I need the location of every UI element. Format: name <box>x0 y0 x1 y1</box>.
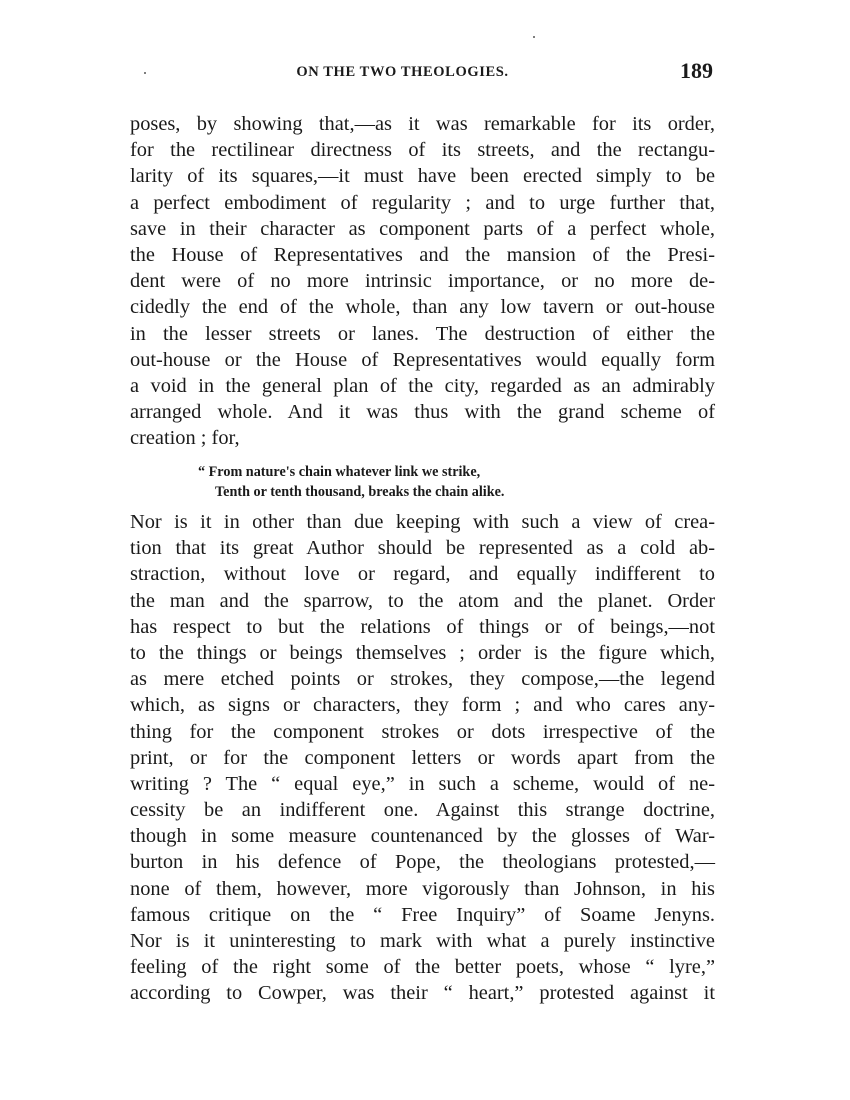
text-line: thing for the component strokes or dots irrespective of the <box>130 720 715 743</box>
text-line: in the lesser streets or lanes. The destruction of either the <box>130 322 715 345</box>
paragraph-continued <box>130 111 715 451</box>
text-line: a perfect embodiment of regularity ; and to urge further that, <box>130 191 715 214</box>
text-line: save in their character as component parts of a perfect whole, <box>130 217 715 240</box>
text-line: according to Cowper, was their “ heart,” protested against it <box>130 982 715 1005</box>
text-line: poses, by showing that,—as it was remarkable for its order, <box>130 113 715 135</box>
verse-quotation <box>198 462 678 502</box>
text-line: famous critique on the “ Free Inquiry” of Soame Jenyns. <box>130 903 715 926</box>
text-line: burton in his defence of Pope, the theologians protested,— <box>130 851 715 874</box>
text-line: creation ; for, <box>130 427 240 450</box>
text-line: has respect to but the relations of things or of beings,—not <box>130 615 715 638</box>
text-line: which, as signs or characters, they form ; and who cares any- <box>130 694 715 717</box>
text-line: writing ? The “ equal eye,” in such a scheme, would of ne- <box>130 772 715 795</box>
running-title: ON THE TWO THEOLOGIES. <box>296 64 509 80</box>
text-line: Nor is it in other than due keeping with such a view of crea- <box>130 511 715 533</box>
text-line: cidedly the end of the whole, than any low tavern or out-house <box>130 296 715 319</box>
text-line: straction, without love or regard, and equally indifferent to <box>130 563 715 586</box>
running-head <box>130 58 715 88</box>
text-line: as mere etched points or strokes, they compose,—the legend <box>130 668 715 691</box>
text-line: larity of its squares,—it must have been erected simply to be <box>130 165 715 188</box>
text-line: the House of Representatives and the mansion of the Presi- <box>130 243 715 266</box>
text-line: to the things or beings themselves ; order is the figure which, <box>130 641 715 664</box>
verse-line: Tenth or tenth thousand, breaks the chain alike. <box>215 484 505 500</box>
text-line: tion that its great Author should be represented as a cold ab- <box>130 537 715 560</box>
verse-line: “ From nature's chain whatever link we strike, <box>198 464 481 480</box>
text-line: print, or for the component letters or words apart from the <box>130 746 715 769</box>
text-line: for the rectilinear directness of its streets, and the rectangu- <box>130 139 715 162</box>
text-line: out-house or the House of Representatives would equally form <box>130 348 715 371</box>
page-number: 189 <box>680 58 713 83</box>
text-line: dent were of no more intrinsic importance, or no more de- <box>130 270 715 293</box>
text-line: feeling of the right some of the better poets, whose “ lyre,” <box>130 956 715 979</box>
text-line: arranged whole. And it was thus with the grand scheme of <box>130 401 715 424</box>
text-line: none of them, however, more vigorously than Johnson, in his <box>130 877 715 900</box>
text-line: a void in the general plan of the city, regarded as an admirably <box>130 374 715 397</box>
paragraph <box>130 509 715 1007</box>
text-line: though in some measure countenanced by the glosses of War- <box>130 825 715 848</box>
text-line: the man and the sparrow, to the atom and the planet. Order <box>130 589 715 612</box>
print-speck <box>533 36 535 38</box>
text-line: cessity be an indifferent one. Against this strange doctrine, <box>130 799 715 822</box>
text-line: Nor is it uninteresting to mark with what a purely instinctive <box>130 930 715 952</box>
